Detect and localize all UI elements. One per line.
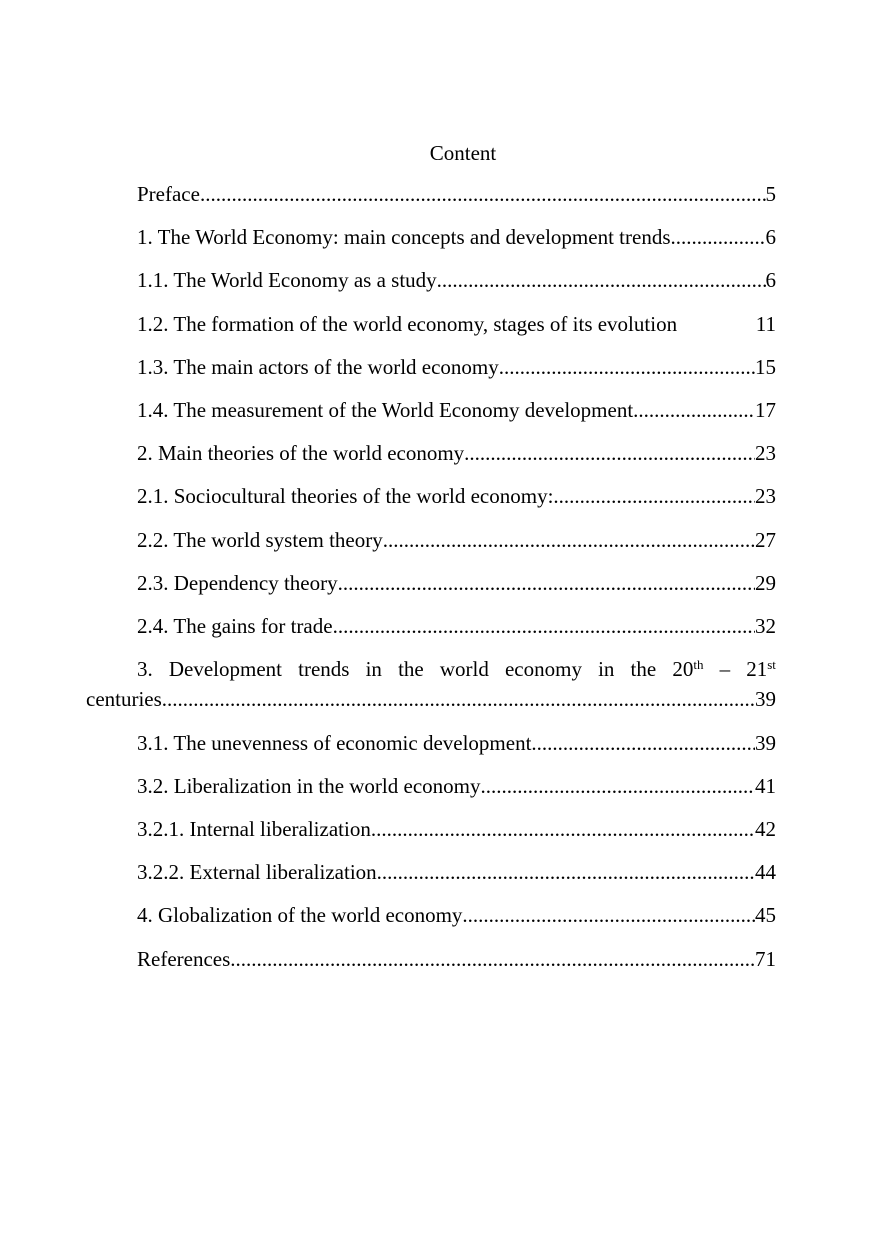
toc-page-number: 17	[755, 397, 776, 422]
toc-entry-label: 4. Globalization of the world economy	[137, 903, 463, 928]
toc-entry-label: 1.3. The main actors of the world economy	[137, 354, 499, 379]
dot-leader	[230, 945, 755, 973]
dot-leader	[200, 180, 766, 208]
toc-entry-section-1-2[interactable]	[86, 310, 776, 353]
toc-entry-section-3-2-2[interactable]	[86, 858, 776, 901]
toc-entry-section-2-1[interactable]	[86, 482, 776, 525]
toc-word: in	[598, 657, 615, 682]
toc-page-number: 45	[755, 903, 776, 928]
toc-entry-label: 1.2. The formation of the world economy, stages of its evolution	[137, 311, 678, 336]
toc-entry-chapter-4[interactable]	[86, 901, 776, 944]
toc-entry-chapter-2[interactable]	[86, 439, 776, 482]
century-end-ordinal: st	[767, 657, 776, 673]
toc-page-number: 5	[765, 182, 776, 206]
toc-entry-label: 2.3. Dependency theory	[137, 570, 338, 595]
toc-entry-label: 1. The World Economy: main concepts and development trends	[137, 225, 671, 250]
toc-page-number: 42	[755, 817, 776, 842]
toc-entry-label: 3.2.2. External liberalization	[137, 860, 377, 885]
dot-leader	[437, 266, 766, 294]
dot-leader	[531, 729, 755, 757]
toc-word: the	[398, 657, 424, 682]
dot-leader	[383, 526, 755, 554]
toc-word: economy	[504, 657, 582, 682]
toc-page-number: 27	[755, 527, 776, 552]
toc-entry-heading-line	[86, 655, 776, 683]
dot-leader	[462, 901, 755, 929]
toc-page-number: 71	[755, 946, 776, 971]
dot-leader	[553, 482, 755, 510]
toc-entry-label: References	[137, 946, 231, 971]
toc-entry-section-2-3[interactable]	[86, 569, 776, 612]
toc-entry-section-1-1[interactable]	[86, 266, 776, 309]
toc-page-number: 15	[755, 354, 776, 379]
dot-leader	[671, 223, 766, 251]
toc-entry-section-2-2[interactable]	[86, 526, 776, 569]
toc-entry-label: 3.1. The unevenness of economic development	[137, 730, 532, 755]
page-title: Content	[429, 141, 497, 165]
toc-page-number: 39	[755, 730, 776, 755]
toc-word: 3.	[137, 657, 153, 682]
century-end	[746, 655, 776, 683]
toc-entry-references[interactable]	[86, 945, 776, 988]
toc-word: in	[365, 657, 382, 682]
toc-entry-preface[interactable]	[86, 180, 776, 223]
dot-leader	[333, 612, 755, 640]
toc-entry-label: 2. Main theories of the world economy	[137, 441, 465, 466]
toc-page-number: 23	[755, 484, 776, 509]
toc-page-number: 6	[765, 225, 776, 250]
dot-leader	[499, 353, 755, 381]
century-start-ordinal: th	[693, 657, 704, 673]
toc-page-number: 41	[755, 773, 776, 798]
toc-entry-label: 1.4. The measurement of the World Economy development	[137, 397, 634, 422]
toc-entry-section-1-3[interactable]	[86, 353, 776, 396]
toc-entry-section-2-4[interactable]	[86, 612, 776, 655]
toc-entry-label: 2.1. Sociocultural theories of the world economy:	[137, 484, 554, 509]
toc-word: Development	[168, 657, 283, 682]
toc-entry-chapter-3[interactable]	[86, 655, 776, 729]
dot-leader	[338, 569, 755, 597]
toc-entry-section-3-2[interactable]	[86, 772, 776, 815]
dot-leader	[377, 858, 755, 886]
toc-entry-section-1-4[interactable]	[86, 396, 776, 439]
toc-entry-label: 2.2. The world system theory	[137, 527, 383, 552]
dot-leader	[371, 815, 755, 843]
toc-page-number: 23	[755, 441, 776, 466]
toc-page-number: 11	[755, 311, 776, 336]
century-start	[672, 655, 703, 683]
table-of-contents	[86, 180, 776, 988]
toc-dash: –	[719, 657, 731, 682]
toc-entry-label: 1.1. The World Economy as a study	[137, 268, 437, 293]
toc-entry-continuation-line	[86, 685, 776, 713]
toc-page-number: 29	[755, 570, 776, 595]
toc-word: the	[630, 657, 657, 682]
toc-entry-label: 3.2.1. Internal liberalization	[137, 817, 371, 842]
dot-leader	[481, 772, 756, 800]
toc-word: world	[439, 657, 489, 682]
century-end-number: 21	[746, 657, 768, 682]
toc-entry-label: 2.4. The gains for trade	[137, 613, 333, 638]
dot-leader	[633, 396, 755, 424]
toc-entry-label: centuries	[86, 687, 162, 712]
toc-entry-label: 3.2. Liberalization in the world economy	[137, 773, 481, 798]
toc-page-number: 44	[755, 860, 776, 885]
toc-word: trends	[298, 657, 350, 682]
toc-entry-chapter-1[interactable]	[86, 223, 776, 266]
toc-entry-section-3-2-1[interactable]	[86, 815, 776, 858]
century-start-number: 20	[672, 657, 694, 682]
toc-page-number: 32	[755, 613, 776, 638]
toc-entry-label: Preface	[137, 182, 200, 206]
toc-entry-section-3-1[interactable]	[86, 729, 776, 772]
toc-page-number: 39	[755, 687, 776, 712]
dot-leader	[464, 439, 755, 467]
toc-page-number: 6	[765, 268, 776, 293]
dot-leader	[162, 685, 755, 713]
